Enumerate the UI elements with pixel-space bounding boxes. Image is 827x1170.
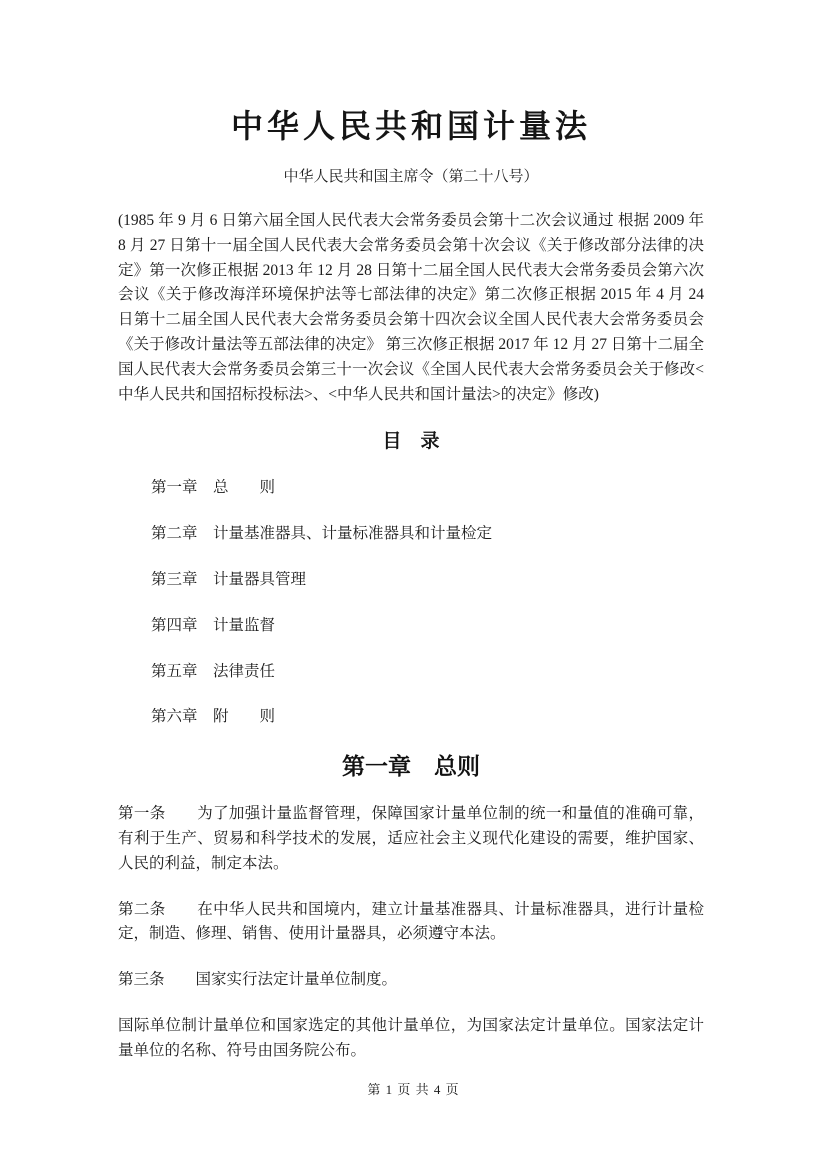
toc-list	[118, 476, 704, 730]
toc-item-chapter-4: 第四章 计量监督	[151, 616, 276, 634]
preamble-paragraph: (1985 年 9 月 6 日第六届全国人民代表大会常务委员会第十二次会议通过 根据 2009 年 8 月 27 日第十一届全国人民代表大会常务委员会第十次会议《关于修改部分法律的决定》第一次修正根据 2013 年 12 月 28 日第十二届全国人民代表大会常务委员会第六次会议《关于修改海洋环境保护法等七部法律的决定》第二次修正根据 2015 年 4 月 24 日第十二届全国人民代表大会常务委员会第十四次会议全国人民代表大会常务委员会《关于修改计量法等五部法律的决定》 第三次修正根据 2017 年 12 月 27 日第十二届全国人民代表大会常务委员会第三十一次会议《全国人民代表大会常务委员会关于修改<中华人民共和国招标投标法>、<中华人民共和国计量法>的决定》修改)	[118, 212, 704, 403]
toc-item-chapter-5: 第五章 法律责任	[151, 662, 276, 680]
article-3-paragraph: 第三条 国家实行法定计量单位制度。	[118, 971, 398, 989]
decree-subtitle: 中华人民共和国主席令（第二十八号）	[283, 169, 539, 185]
toc-item-chapter-2: 第二章 计量基准器具、计量标准器具和计量检定	[151, 525, 493, 543]
chapter-1-heading: 第一章 总则	[342, 753, 480, 780]
chapter-1-body	[118, 802, 704, 1063]
page-number-footer: 第 1 页 共 4 页	[367, 1082, 460, 1097]
toc-item-chapter-6: 第六章 附 则	[151, 708, 276, 726]
toc-item-chapter-1: 第一章 总 则	[151, 479, 276, 497]
article-3-continuation-paragraph: 国际单位制计量单位和国家选定的其他计量单位，为国家法定计量单位。国家法定计量单位的名称、符号由国务院公布。	[118, 1016, 704, 1059]
article-1-paragraph: 第一条 为了加强计量监督管理，保障国家计量单位制的统一和量值的准确可靠，有利于生产、贸易和科学技术的发展，适应社会主义现代化建设的需要，维护国家、人民的利益，制定本法。	[118, 805, 704, 872]
document-content	[118, 0, 704, 1064]
article-2-paragraph: 第二条 在中华人民共和国境内，建立计量基准器具、计量标准器具，进行计量检定，制造、修理、销售、使用计量器具，必须遵守本法。	[118, 900, 704, 943]
toc-heading: 目 录	[382, 431, 440, 453]
toc-item-chapter-3: 第三章 计量器具管理	[151, 570, 307, 588]
document-title: 中华人民共和国计量法	[230, 108, 591, 144]
